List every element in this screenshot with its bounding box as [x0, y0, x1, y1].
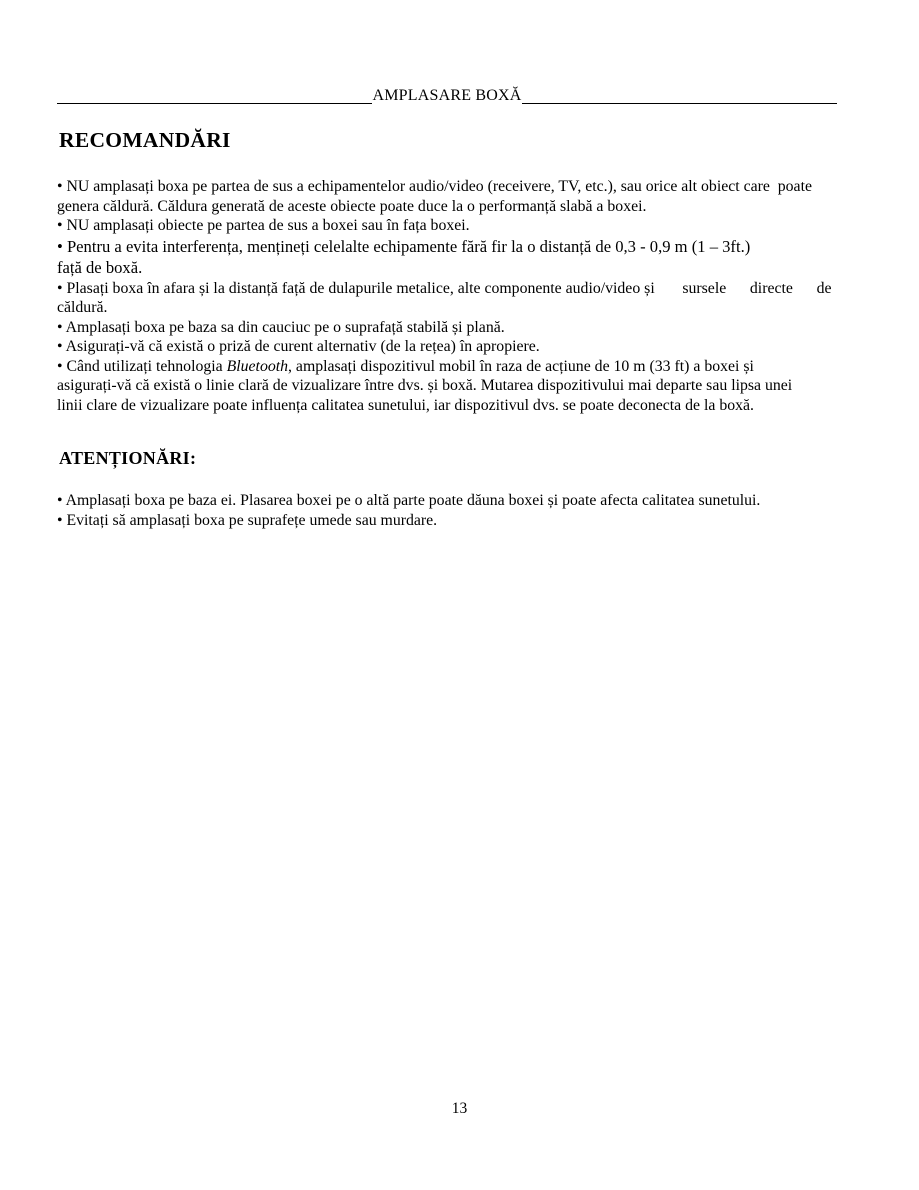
header-title: AMPLASARE BOXĂ [372, 87, 522, 104]
bullet-line: asigurați-vă că există o linie clară de vizualizare între dvs. și boxă. Mutarea dispozitivului mai departe sau lipsa unei [57, 377, 793, 394]
bullet-line: • NU amplasați boxa pe partea de sus a echipamentelor audio/video (receivere, TV, etc.), sau orice alt obiect care poate [57, 178, 812, 195]
bullet-item [57, 318, 867, 338]
bullet-line: față de boxă. [57, 258, 143, 277]
bullet-line [57, 357, 867, 377]
bullet-item [57, 491, 867, 530]
bullet-line: • Asigurați-vă că există o priză de curent alternativ (de la rețea) în apropiere. [57, 338, 540, 355]
page-number: 13 [451, 1100, 468, 1117]
bullet-item [57, 177, 867, 216]
bullet-line: • Plasați boxa în afara și la distanță față de dulapurile metalice, alte componente audio/video și sursele directe de [57, 279, 832, 297]
bullet-line: • Pentru a evita interferența, mențineți celelalte echipamente fără fir la o distanță de 0,3 - 0,9 m (1 – 3ft.) [57, 236, 751, 256]
bullet-item [57, 279, 867, 318]
page-header [57, 87, 837, 105]
bullet-line: • Amplasați boxa pe baza sa din cauciuc pe o suprafață stabilă și plană. [57, 318, 505, 336]
bullet-item [57, 337, 867, 357]
bluetooth-term: Bluetooth [226, 357, 289, 375]
bullet-line-segment: • Când utilizați tehnologia [57, 357, 227, 375]
header-rule-left [57, 103, 372, 104]
recommendations-list [57, 177, 867, 415]
bullet-line: linii clare de vizualizare poate influența calitatea sunetului, iar dispozitivul dvs. se poate deconecta de la boxă. [57, 396, 754, 414]
bullet-line-segment: , amplasați dispozitivul mobil în raza de acțiune de 10 m (33 ft) a boxei și [288, 357, 754, 375]
bullet-line: • Evitați să amplasați boxa pe suprafețe umede sau murdare. [57, 511, 438, 529]
cautions-heading: ATENȚIONĂRI: [59, 448, 197, 468]
bullet-line: • Amplasați boxa pe baza ei. Plasarea boxei pe o altă parte poate dăuna boxei și poate afecta calitatea sunetului. [57, 492, 761, 509]
bullet-line: genera căldură. Căldura generată de aceste obiecte poate duce la o performanță slabă a boxei. [57, 197, 647, 215]
header-rule-right [522, 103, 837, 104]
bullet-line: • NU amplasați obiecte pe partea de sus a boxei sau în fața boxei. [57, 217, 470, 234]
bullet-item [57, 236, 867, 279]
bullet-line: căldură. [57, 299, 108, 316]
cautions-list [57, 491, 867, 530]
recommendations-heading: RECOMANDĂRI [59, 128, 231, 152]
bullet-item [57, 216, 867, 236]
bullet-item [57, 357, 867, 416]
